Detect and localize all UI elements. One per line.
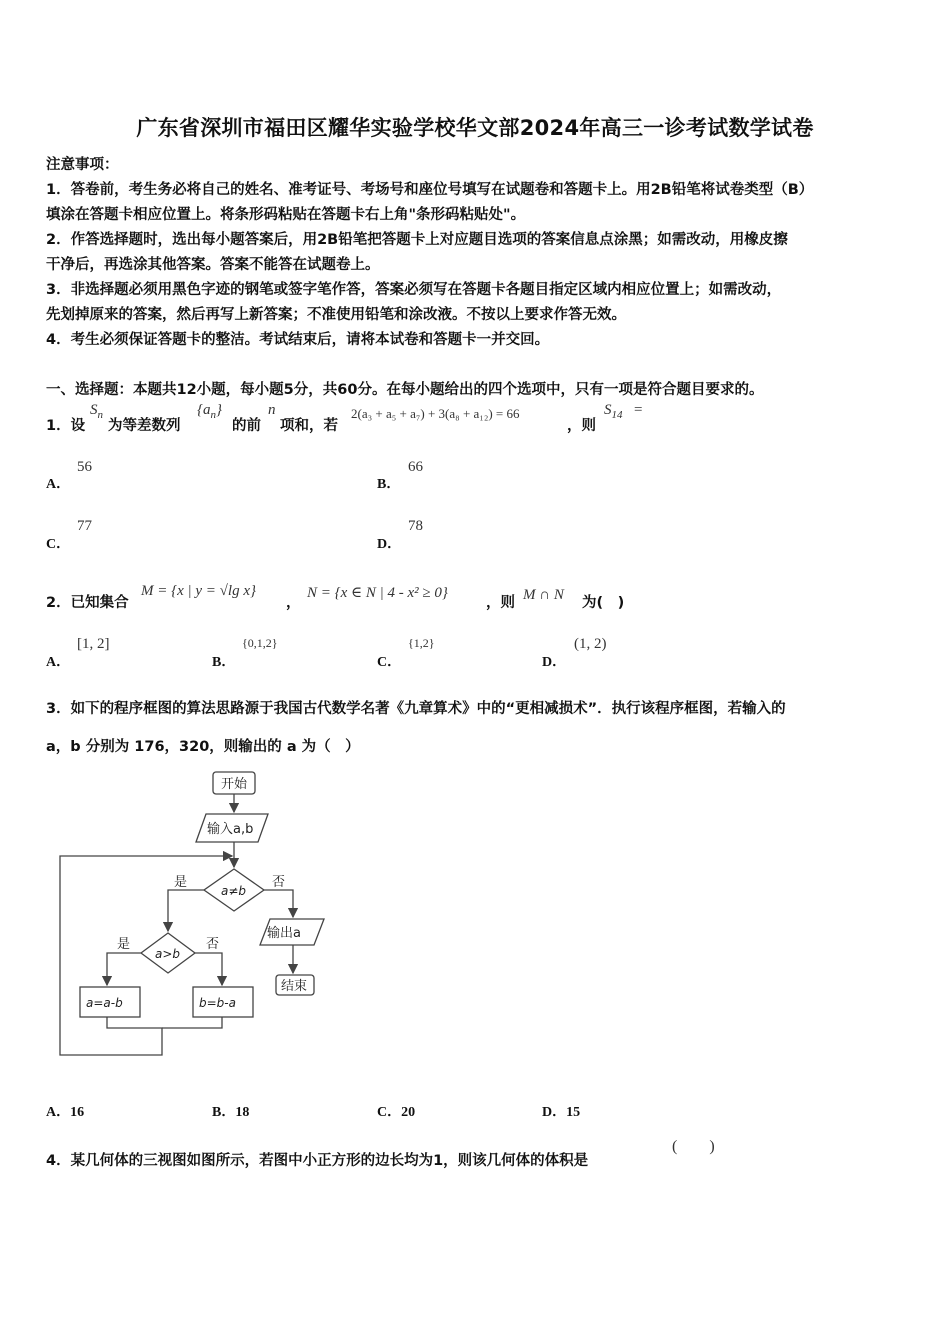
q1-option-a-value: 56 <box>77 459 92 475</box>
notice-line: 干净后，再选涂其他答案。答案不能答在试题卷上。 <box>46 257 380 273</box>
q2-option-d[interactable]: D． <box>542 655 567 670</box>
flow-box-b-label: b=b-a <box>199 996 236 1010</box>
q2-text: 2．已知集合 <box>46 595 129 611</box>
q2-intersection: M ∩ N <box>523 587 564 603</box>
q1-option-d[interactable]: D． <box>377 537 402 552</box>
flow-no2-label: 否 <box>206 937 220 952</box>
q2-option-b-value: {0,1,2} <box>242 636 278 650</box>
notice-line: 先划掉原来的答案，然后再写上新答案；不准使用铅笔和涂改液。不按以上要求作答无效。 <box>46 307 626 323</box>
q1-option-d-value: 78 <box>408 518 423 534</box>
flow-cond2-label: a>b <box>155 947 181 961</box>
q1-text: 1．设 <box>46 418 86 434</box>
q2-option-c[interactable]: C． <box>377 655 402 670</box>
q3-option-c[interactable]: C．20 <box>377 1105 416 1120</box>
q2-option-a-value: [1, 2] <box>77 636 110 652</box>
q1-text: ，则 <box>567 418 596 434</box>
q3-option-a[interactable]: A．16 <box>46 1105 85 1120</box>
q1-text: 项和，若 <box>280 418 338 434</box>
q1-option-c[interactable]: C． <box>46 537 71 552</box>
flow-box-a-label: a=a-b <box>86 996 123 1010</box>
q1-option-b[interactable]: B． <box>377 477 401 492</box>
notice-line: 填涂在答题卡相应位置上。将条形码粘贴在答题卡右上角"条形码粘贴处"。 <box>46 207 526 223</box>
flow-no1-label: 否 <box>272 875 286 890</box>
q2-set-n: N = {x ∈ N | 4 - x² ≥ 0} <box>307 585 448 601</box>
q1-text: 的前 <box>232 418 261 434</box>
q2-text: ，则 <box>486 595 515 611</box>
flow-cond1-label: a≠b <box>221 884 247 898</box>
q1-condition: 2(a₃ + a₅ + a₇) + 3(a₈ + a₁₂) = 66 <box>351 406 520 421</box>
page-title: 广东省深圳市福田区耀华实验学校华文部2024年高三一诊考试数学试卷 <box>136 116 814 140</box>
q1-option-c-value: 77 <box>77 518 92 534</box>
q3-option-d[interactable]: D．15 <box>542 1105 581 1120</box>
q2-set-m: M = {x | y = √lg x} <box>141 583 256 599</box>
notice-line: 4．考生必须保证答题卡的整洁。考试结束后，请将本试卷和答题卡一并交回。 <box>46 332 550 348</box>
q1-sn: $S_n$ <box>90 402 103 421</box>
flow-start-label: 开始 <box>221 777 248 792</box>
q1-option-b-value: 66 <box>408 459 423 475</box>
flow-end-label: 结束 <box>281 979 308 994</box>
q4-text: 4．某几何体的三视图如图所示，若图中小正方形的边长均为1，则该几何体的体积是 <box>46 1153 589 1169</box>
q2-option-d-value: (1, 2) <box>574 636 607 652</box>
q3-text: a，b 分别为 176，320，则输出的 a 为（ ） <box>46 739 360 755</box>
q2-option-b[interactable]: B． <box>212 655 236 670</box>
notice-line: 3．非选择题必须用黑色字迹的钢笔或签字笔作答，答案必须写在答题卡各题目指定区域内相应位置上；如需改动， <box>46 282 782 298</box>
q2-text: ， <box>286 595 301 611</box>
q2-option-a[interactable]: A． <box>46 655 71 670</box>
q1-text: 为等差数列 <box>108 418 181 434</box>
section-heading: 一、选择题：本题共12小题，每小题5分，共60分。在每小题给出的四个选项中，只有一项是符合题目要求的。 <box>46 382 764 398</box>
q1-eq: = <box>634 402 643 418</box>
q4-paren: ( ) <box>672 1138 715 1155</box>
q2-option-c-value: {1,2} <box>408 636 435 650</box>
q3-option-b[interactable]: B．18 <box>212 1105 250 1120</box>
notice-line: 1．答卷前，考生务必将自己的姓名、准考证号、考场号和座位号填写在试题卷和答题卡上。用2B铅笔将试卷类型（B） <box>46 182 814 198</box>
flow-output-label: 输出a <box>267 926 301 941</box>
q1-s14: $S_{14}$ <box>604 402 623 421</box>
q3-text: 3．如下的程序框图的算法思路源于我国古代数学名著《九章算术》中的“更相减损术”．执行该程序框图，若输入的 <box>46 701 786 717</box>
flowchart <box>50 765 340 1065</box>
flow-yes2-label: 是 <box>117 937 131 952</box>
flow-input-label: 输入a,b <box>207 822 254 837</box>
flow-yes1-label: 是 <box>174 875 188 890</box>
q1-an: $\{a_n\}$ <box>197 402 222 421</box>
q2-text: 为( ) <box>582 595 625 611</box>
q1-option-a[interactable]: A． <box>46 477 71 492</box>
notice-heading: 注意事项： <box>46 157 119 173</box>
q1-n: n <box>268 402 276 418</box>
notice-line: 2．作答选择题时，选出每小题答案后，用2B铅笔把答题卡上对应题目选项的答案信息点涂黑；如需改动，用橡皮擦 <box>46 232 788 248</box>
